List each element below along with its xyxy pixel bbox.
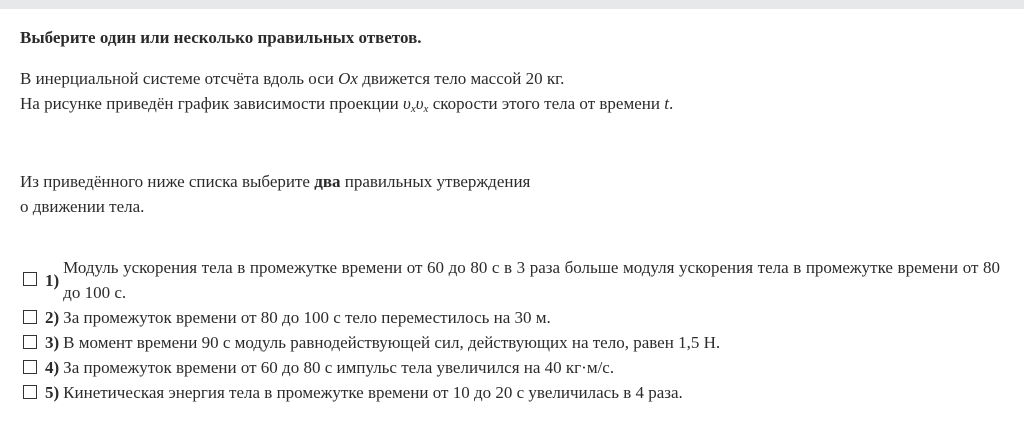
top-bar	[0, 0, 1024, 9]
question-content	[20, 27, 1000, 405]
option-number: 4)	[45, 358, 60, 377]
option-text: В момент времени 90 с модуль равнодействующей сил, действующих на тело, равен 1,5 Н.	[63, 333, 721, 352]
answer-option-1[interactable]	[20, 255, 1000, 305]
checkbox-option-3[interactable]	[23, 335, 37, 349]
answer-option-5[interactable]	[20, 380, 1000, 405]
velocity-symbol-2: υ	[415, 94, 424, 113]
problem-line2-mid: скорости этого тела от времени	[428, 94, 665, 113]
checkbox-option-5[interactable]	[23, 385, 37, 399]
option-text: За промежуток времени от 60 до 80 с импульс тела увеличился на 40 кг·м/с.	[63, 358, 615, 377]
problem-line2-prefix: На рисунке приведён график зависимости проекции	[20, 94, 404, 113]
answer-options	[20, 255, 1000, 405]
velocity-symbol-1: υ	[403, 94, 411, 113]
checkbox-option-2[interactable]	[23, 310, 37, 324]
task-prefix: Из приведённого ниже списка выберите	[20, 172, 315, 191]
option-text: За промежуток времени от 80 до 100 с тело переместилось на 30 м.	[63, 308, 551, 327]
answer-option-4[interactable]	[20, 355, 1000, 380]
checkbox-option-4[interactable]	[23, 360, 37, 374]
answer-option-2[interactable]	[20, 305, 1000, 330]
task-line2: о движении тела.	[20, 197, 145, 216]
option-number: 5)	[45, 383, 60, 402]
problem-line1-prefix: В инерциальной системе отсчёта вдоль оси	[20, 69, 339, 88]
task-statement	[20, 169, 1000, 219]
velocity-subscript-2: x	[423, 103, 429, 115]
checkbox-option-1[interactable]	[23, 272, 37, 286]
option-number: 1)	[45, 270, 60, 290]
problem-line2-end: .	[668, 94, 674, 113]
task-suffix: правильных утверждения	[340, 172, 531, 191]
instruction-text: Выберите один или несколько правильных ответов.	[20, 28, 422, 47]
problem-line1-suffix: движется тело массой 20 кг.	[357, 69, 565, 88]
problem-statement	[20, 66, 1000, 116]
answer-option-3[interactable]	[20, 330, 1000, 355]
option-number: 2)	[45, 308, 60, 327]
axis-name: Ox	[338, 69, 358, 88]
option-text: Кинетическая энергия тела в промежутке времени от 10 до 20 с увеличилась в 4 раза.	[63, 383, 683, 402]
time-symbol: t	[664, 94, 669, 113]
task-bold: два	[314, 172, 341, 191]
option-text: Модуль ускорения тела в промежутке времени от 60 до 80 с в 3 раза больше модуля ускорения тела в промежутке времени от 80 до 100 с.	[63, 258, 1000, 302]
option-number: 3)	[45, 333, 60, 352]
velocity-subscript-1: x	[410, 103, 416, 115]
